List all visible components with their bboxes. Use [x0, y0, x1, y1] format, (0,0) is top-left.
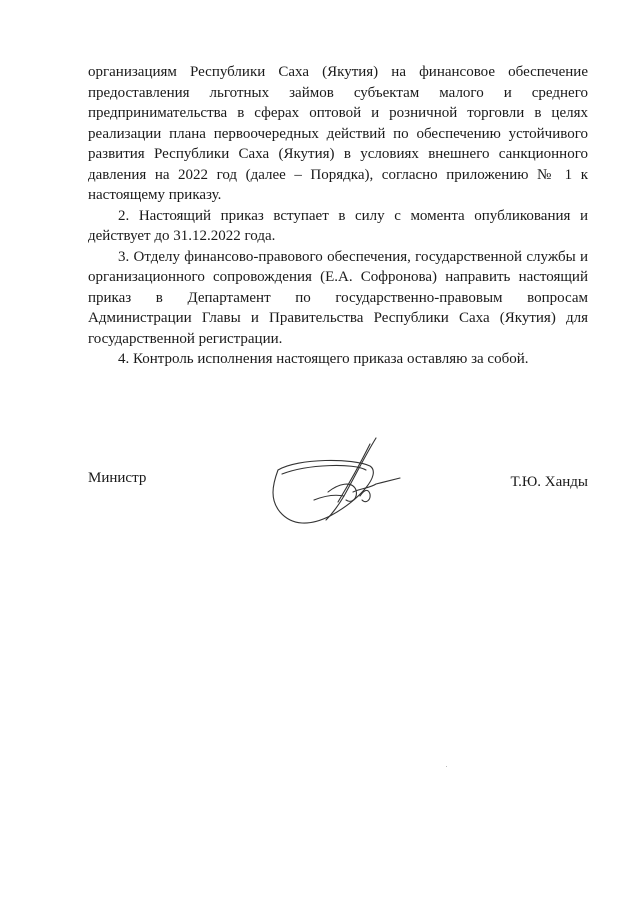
handwritten-signature	[258, 430, 408, 540]
paragraph-2: 2. Настоящий приказ вступает в силу с момента опубликования и действует до 31.12.2022 года.	[88, 207, 588, 244]
paragraph-3: 3. Отделу финансово-правового обеспечения, государственной службы и организационного сопровождения (Е.А. Софронова) направить настоящий приказ в Департамент по государственно-правовым вопросам Администрации Главы и Правительства Республики Саха (Якутия) для государственной регистрации.	[88, 248, 588, 347]
signatory-name: Т.Ю. Ханды	[510, 474, 588, 490]
paragraph-1-continuation: организациям Республики Саха (Якутия) на финансовое обеспечение предоставления льготных займов субъектам малого и среднего предпринимательства в сферах оптовой и розничной торговли в целях реализации плана первоочередных действий по обеспечению устойчивого развития Республики Саха (Якутия) в условиях внешнего санкционного давления на 2022 год (далее – Порядка), согласно приложению № 1 к настоящему приказу.	[88, 64, 588, 203]
scan-speck	[446, 766, 447, 767]
document-body	[88, 62, 588, 370]
signatory-position: Министр	[88, 470, 147, 486]
signature-block	[88, 430, 588, 540]
paragraph-4: 4. Контроль исполнения настоящего приказа оставляю за собой.	[118, 351, 529, 367]
